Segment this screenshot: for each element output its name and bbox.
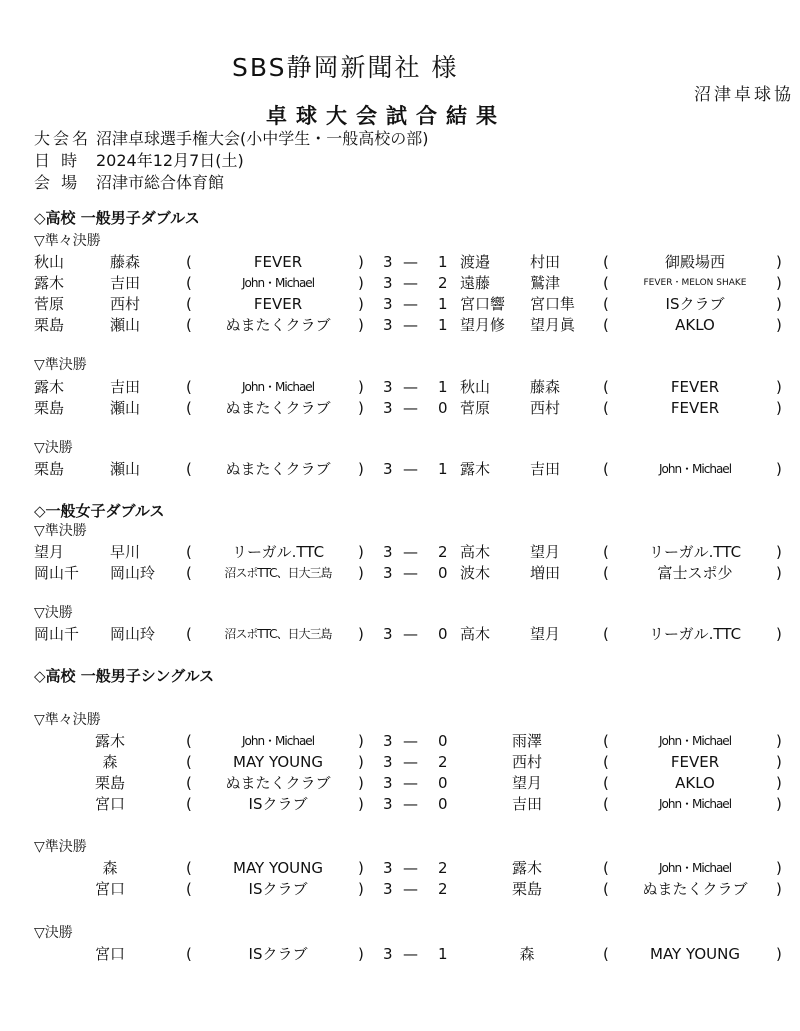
team2-name: FEVER (670, 753, 720, 771)
close-paren: ) (358, 795, 364, 813)
score1: 3 (383, 625, 393, 643)
team2-name: リーガル.TTC (648, 625, 742, 643)
match-row (0, 944, 800, 965)
match-row (0, 542, 800, 563)
score-dash: — (403, 316, 418, 334)
team2-name: FEVER (670, 378, 720, 396)
score1: 3 (383, 753, 393, 771)
section-heading: ◇高校 一般男子シングルス (34, 667, 215, 685)
open-paren: ( (603, 880, 609, 898)
score1: 3 (383, 732, 393, 750)
score1: 3 (383, 253, 393, 271)
player2-name: 雨澤 (511, 732, 542, 750)
open-paren: ( (603, 460, 609, 478)
player2-name: 波木 (460, 564, 491, 582)
player1-name: 宮口 (94, 795, 125, 813)
player1-partner-name: 吉田 (110, 274, 141, 292)
score-dash: — (403, 732, 418, 750)
close-paren: ) (358, 274, 364, 292)
round-label: ▽準々決勝 (34, 233, 101, 249)
score-dash: — (403, 880, 418, 898)
organizer-name: 沼津卓球協 (694, 85, 794, 105)
team1-name: FEVER (253, 253, 303, 271)
close-paren: ) (358, 295, 364, 313)
score-dash: — (403, 378, 418, 396)
score1: 3 (383, 543, 393, 561)
team2-name: John・Michael (658, 734, 732, 748)
match-row (0, 773, 800, 794)
open-paren: ( (186, 253, 192, 271)
score2: 0 (438, 564, 448, 582)
team1-name: リーガル.TTC (231, 543, 325, 561)
score-dash: — (403, 274, 418, 292)
close-paren: ) (358, 399, 364, 417)
player2-partner-name: 村田 (530, 253, 561, 271)
team2-name: John・Michael (658, 797, 732, 811)
player1-name: 岡山千 (34, 564, 80, 582)
match-row (0, 752, 800, 773)
player1-name: 露木 (34, 378, 65, 396)
open-paren: ( (603, 295, 609, 313)
score1: 3 (383, 880, 393, 898)
document-title: SBS静岡新聞社 様 (232, 53, 459, 82)
open-paren: ( (186, 625, 192, 643)
open-paren: ( (603, 316, 609, 334)
team2-name: ISクラブ (665, 295, 725, 313)
close-paren: ) (776, 460, 782, 478)
player1-name: 宮口 (94, 880, 125, 898)
open-paren: ( (186, 543, 192, 561)
team2-name: John・Michael (658, 861, 732, 875)
open-paren: ( (186, 295, 192, 313)
close-paren: ) (358, 253, 364, 271)
score2: 2 (438, 753, 448, 771)
meta-tournament (34, 126, 429, 149)
score2: 1 (438, 945, 448, 963)
round-label: ▽準決勝 (34, 523, 87, 539)
player1-partner-name: 瀬山 (110, 316, 141, 334)
team2-name: FEVER (670, 399, 720, 417)
team2-name: ぬまたくクラブ (642, 880, 748, 898)
team2-name: AKLO (675, 316, 715, 334)
close-paren: ) (776, 295, 782, 313)
player1-partner-name: 岡山玲 (110, 625, 156, 643)
score1: 3 (383, 399, 393, 417)
open-paren: ( (186, 378, 192, 396)
score2: 1 (438, 253, 448, 271)
score-dash: — (403, 753, 418, 771)
meta-label: 大会名 (34, 129, 92, 148)
match-row (0, 794, 800, 815)
meta-venue (34, 170, 224, 193)
team2-name: 富士スポ少 (657, 564, 733, 582)
score1: 3 (383, 295, 393, 313)
score-dash: — (403, 295, 418, 313)
close-paren: ) (358, 774, 364, 792)
score1: 3 (383, 795, 393, 813)
open-paren: ( (186, 564, 192, 582)
score1: 3 (383, 378, 393, 396)
team1-name: 沼スポTTC、日大三島 (224, 627, 332, 641)
player2-name: 秋山 (460, 378, 491, 396)
match-row (0, 273, 800, 294)
open-paren: ( (186, 859, 192, 877)
close-paren: ) (358, 945, 364, 963)
open-paren: ( (603, 625, 609, 643)
close-paren: ) (358, 753, 364, 771)
player1-name: 岡山千 (34, 625, 80, 643)
score2: 1 (438, 295, 448, 313)
close-paren: ) (776, 753, 782, 771)
player2-name: 露木 (460, 460, 491, 478)
score1: 3 (383, 774, 393, 792)
match-row (0, 377, 800, 398)
team2-name: 御殿場西 (664, 253, 725, 271)
close-paren: ) (776, 732, 782, 750)
score1: 3 (383, 460, 393, 478)
score2: 1 (438, 460, 448, 478)
player1-partner-name: 岡山玲 (110, 564, 156, 582)
open-paren: ( (603, 859, 609, 877)
close-paren: ) (776, 859, 782, 877)
round-label: ▽決勝 (34, 440, 73, 456)
player2-partner-name: 望月 (530, 625, 561, 643)
meta-value: 沼津卓球選手権大会(小中学生・一般高校の部) (96, 129, 429, 148)
team2-name: MAY YOUNG (650, 945, 740, 963)
close-paren: ) (776, 625, 782, 643)
score1: 3 (383, 859, 393, 877)
score2: 1 (438, 316, 448, 334)
player2-partner-name: 西村 (530, 399, 561, 417)
player2-name: 望月修 (460, 316, 506, 334)
player1-name: 宮口 (94, 945, 125, 963)
round-label: ▽準決勝 (34, 357, 87, 373)
player1-name: 秋山 (34, 253, 65, 271)
player2-name: 西村 (511, 753, 542, 771)
player1-partner-name: 早川 (110, 543, 141, 561)
player1-name: 森 (102, 753, 118, 771)
score1: 3 (383, 316, 393, 334)
open-paren: ( (186, 732, 192, 750)
score2: 0 (438, 625, 448, 643)
document-subtitle: 卓球大会試合結果 (266, 104, 506, 128)
open-paren: ( (603, 564, 609, 582)
score-dash: — (403, 460, 418, 478)
match-row (0, 252, 800, 273)
score-dash: — (403, 945, 418, 963)
round-label: ▽決勝 (34, 925, 73, 941)
score1: 3 (383, 274, 393, 292)
player2-partner-name: 増田 (530, 564, 561, 582)
open-paren: ( (603, 795, 609, 813)
open-paren: ( (603, 753, 609, 771)
close-paren: ) (776, 795, 782, 813)
match-row (0, 731, 800, 752)
match-row (0, 459, 800, 480)
player2-partner-name: 藤森 (530, 378, 561, 396)
open-paren: ( (603, 945, 609, 963)
score2: 1 (438, 378, 448, 396)
team1-name: ぬまたくクラブ (225, 316, 331, 334)
team1-name: John・Michael (241, 276, 315, 290)
open-paren: ( (186, 753, 192, 771)
close-paren: ) (358, 316, 364, 334)
match-row (0, 398, 800, 419)
open-paren: ( (603, 274, 609, 292)
section-heading: ◇高校 一般男子ダブルス (34, 209, 200, 227)
open-paren: ( (186, 774, 192, 792)
player2-name: 菅原 (460, 399, 491, 417)
open-paren: ( (186, 316, 192, 334)
team1-name: 沼スポTTC、日大三島 (224, 566, 332, 580)
player1-name: 栗島 (34, 316, 65, 334)
score2: 2 (438, 543, 448, 561)
close-paren: ) (776, 274, 782, 292)
open-paren: ( (603, 378, 609, 396)
player2-name: 遠藤 (460, 274, 491, 292)
player2-name: 森 (519, 945, 535, 963)
score2: 0 (438, 795, 448, 813)
close-paren: ) (358, 859, 364, 877)
player2-name: 露木 (511, 859, 542, 877)
open-paren: ( (186, 399, 192, 417)
match-row (0, 879, 800, 900)
team2-name: AKLO (675, 774, 715, 792)
close-paren: ) (776, 253, 782, 271)
close-paren: ) (358, 543, 364, 561)
score-dash: — (403, 543, 418, 561)
round-label: ▽決勝 (34, 605, 73, 621)
player2-partner-name: 望月眞 (530, 316, 576, 334)
player2-name: 宮口響 (460, 295, 506, 313)
close-paren: ) (358, 564, 364, 582)
score-dash: — (403, 859, 418, 877)
score2: 2 (438, 859, 448, 877)
round-label: ▽準々決勝 (34, 712, 101, 728)
open-paren: ( (603, 543, 609, 561)
open-paren: ( (186, 460, 192, 478)
close-paren: ) (776, 399, 782, 417)
open-paren: ( (603, 253, 609, 271)
player1-partner-name: 瀬山 (110, 460, 141, 478)
meta-label: 日 時 (34, 151, 81, 170)
player2-partner-name: 吉田 (530, 460, 561, 478)
team1-name: MAY YOUNG (233, 859, 323, 877)
team1-name: MAY YOUNG (233, 753, 323, 771)
player2-name: 高木 (460, 625, 491, 643)
player1-name: 栗島 (94, 774, 125, 792)
meta-label: 会 場 (34, 173, 81, 192)
player1-name: 菅原 (34, 295, 65, 313)
round-label: ▽準決勝 (34, 839, 87, 855)
score-dash: — (403, 253, 418, 271)
close-paren: ) (358, 378, 364, 396)
player1-partner-name: 吉田 (110, 378, 141, 396)
close-paren: ) (776, 316, 782, 334)
team1-name: ぬまたくクラブ (225, 399, 331, 417)
match-row (0, 315, 800, 336)
match-row (0, 563, 800, 584)
player1-name: 望月 (34, 543, 65, 561)
score-dash: — (403, 399, 418, 417)
close-paren: ) (358, 880, 364, 898)
score1: 3 (383, 564, 393, 582)
team1-name: ISクラブ (248, 795, 308, 813)
player1-partner-name: 西村 (110, 295, 141, 313)
open-paren: ( (603, 399, 609, 417)
team2-name: FEVER・MELON SHAKE (643, 278, 747, 288)
close-paren: ) (776, 945, 782, 963)
open-paren: ( (603, 774, 609, 792)
team1-name: John・Michael (241, 380, 315, 394)
player2-name: 望月 (511, 774, 542, 792)
team1-name: ISクラブ (248, 945, 308, 963)
close-paren: ) (358, 732, 364, 750)
meta-value: 2024年12月7日(土) (96, 151, 244, 170)
team2-name: John・Michael (658, 462, 732, 476)
team1-name: FEVER (253, 295, 303, 313)
meta-value: 沼津市総合体育館 (96, 173, 225, 192)
score-dash: — (403, 625, 418, 643)
score-dash: — (403, 795, 418, 813)
section-heading: ◇一般女子ダブルス (34, 502, 165, 520)
open-paren: ( (603, 732, 609, 750)
score2: 0 (438, 399, 448, 417)
open-paren: ( (186, 795, 192, 813)
score2: 2 (438, 880, 448, 898)
match-row (0, 624, 800, 645)
player2-name: 吉田 (511, 795, 542, 813)
close-paren: ) (776, 774, 782, 792)
player2-name: 渡邉 (460, 253, 491, 271)
score-dash: — (403, 774, 418, 792)
match-row (0, 294, 800, 315)
score2: 0 (438, 732, 448, 750)
score1: 3 (383, 945, 393, 963)
player2-partner-name: 望月 (530, 543, 561, 561)
player2-partner-name: 宮口隼 (530, 295, 576, 313)
player1-name: 栗島 (34, 460, 65, 478)
player2-name: 栗島 (511, 880, 542, 898)
open-paren: ( (186, 274, 192, 292)
team1-name: ぬまたくクラブ (225, 460, 331, 478)
close-paren: ) (776, 543, 782, 561)
team1-name: John・Michael (241, 734, 315, 748)
player1-partner-name: 瀬山 (110, 399, 141, 417)
player2-name: 高木 (460, 543, 491, 561)
close-paren: ) (776, 378, 782, 396)
open-paren: ( (186, 945, 192, 963)
player1-partner-name: 藤森 (110, 253, 141, 271)
player1-name: 森 (102, 859, 118, 877)
score-dash: — (403, 564, 418, 582)
close-paren: ) (776, 564, 782, 582)
meta-date (34, 148, 244, 171)
match-row (0, 858, 800, 879)
player2-partner-name: 鷲津 (530, 274, 561, 292)
team2-name: リーガル.TTC (648, 543, 742, 561)
player1-name: 露木 (94, 732, 125, 750)
close-paren: ) (358, 625, 364, 643)
player1-name: 露木 (34, 274, 65, 292)
team1-name: ぬまたくクラブ (225, 774, 331, 792)
close-paren: ) (358, 460, 364, 478)
close-paren: ) (776, 880, 782, 898)
team1-name: ISクラブ (248, 880, 308, 898)
open-paren: ( (186, 880, 192, 898)
score2: 2 (438, 274, 448, 292)
player1-name: 栗島 (34, 399, 65, 417)
score2: 0 (438, 774, 448, 792)
